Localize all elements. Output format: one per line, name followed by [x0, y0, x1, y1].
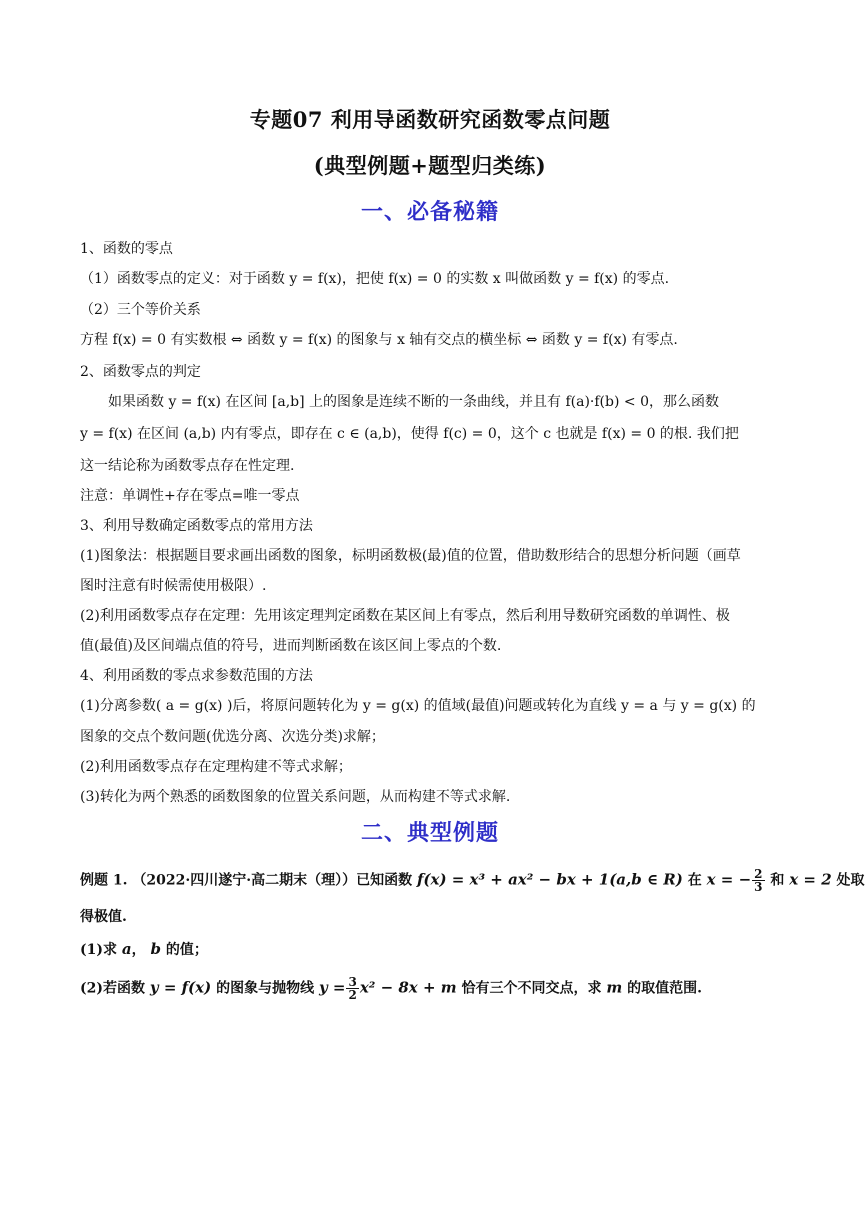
variable-m: m	[606, 978, 623, 997]
body-line: 4、利用函数的零点求参数范围的方法	[80, 668, 313, 684]
fraction-three-halves	[346, 976, 358, 1001]
example-intro: 例题 1. （2022·四川遂宁·高二期末（理））已知函数	[80, 872, 413, 889]
question-1-tail: 的值；	[165, 942, 208, 958]
fraction-numerator: 2	[754, 867, 763, 881]
fraction-numerator: 3	[348, 975, 357, 989]
fraction-two-thirds	[752, 868, 764, 893]
body-line: 图时注意有时候需使用极限）.	[80, 578, 267, 594]
parabola-rhs: x² − 8x + m	[359, 978, 457, 997]
body-line: 注意：单调性+存在零点=唯一零点	[80, 488, 300, 504]
fraction-denominator: 2	[348, 988, 357, 1002]
variable-a: a	[121, 940, 132, 958]
question-1	[80, 940, 208, 959]
body-line: 2、函数零点的判定	[80, 364, 201, 380]
example-line-2: 得极值.	[80, 909, 127, 925]
extreme-point-2: x = 2	[789, 870, 832, 889]
body-line: 3、利用导数确定函数零点的常用方法	[80, 518, 313, 534]
doc-title: 专题07 利用导函数研究函数零点问题	[249, 107, 611, 132]
function-y-fx: y = f(x)	[149, 978, 212, 997]
body-line: （2）三个等价关系	[80, 302, 201, 318]
comma: ，	[131, 942, 146, 958]
question-2-text: 恰有三个不同交点，求	[461, 980, 602, 997]
question-2-text: 的图象与抛物线	[216, 980, 315, 997]
body-line: (3)转化为两个熟悉的函数图象的位置关系问题，从而构建不等式求解.	[80, 789, 511, 805]
question-2-label: (2)若函数	[80, 980, 145, 997]
body-line: (1)分离参数( a = g(x) )后，将原问题转化为 y = g(x) 的值域(最值)问题或转化为直线 y = a 与 y = g(x) 的	[80, 698, 756, 714]
extreme-point-1: x = −	[706, 870, 752, 889]
example-text: 和	[770, 872, 785, 889]
body-line: 1、函数的零点	[80, 241, 173, 257]
body-line: (1)图象法：根据题目要求画出函数的图象，标明函数极(最)值的位置，借助数形结合的思想分析问题（画草	[80, 548, 741, 564]
question-1-label: (1)求	[80, 942, 117, 958]
parabola-lhs: y =	[318, 978, 346, 997]
example-text: 处取	[836, 872, 865, 889]
example-line-1	[80, 868, 865, 893]
body-line: 如果函数 y = f(x) 在区间 [a,b] 上的图象是连续不断的一条曲线，并且有 f(a)·f(b) < 0，那么函数	[108, 394, 719, 410]
question-2-tail: 的取值范围.	[627, 980, 702, 997]
body-line: (2)利用函数零点存在定理：先用该定理判定函数在某区间上有零点，然后利用导数研究函数的单调性、极	[80, 608, 730, 624]
body-line: y = f(x) 在区间 (a,b) 内有零点，即存在 c ∈ (a,b)，使得 f(c) = 0，这个 c 也就是 f(x) = 0 的根. 我们把	[80, 426, 739, 442]
section-heading-examples: 二、典型例题	[360, 820, 499, 846]
doc-subtitle: (典型例题+题型归类练)	[313, 153, 547, 178]
body-line: 这一结论称为函数零点存在性定理.	[80, 458, 295, 474]
body-line: 图象的交点个数问题(优选分离、次选分类)求解；	[80, 729, 385, 745]
body-line: 方程 f(x) = 0 有实数根 ⇔ 函数 y = f(x) 的图象与 x 轴有交点的横坐标 ⇔ 函数 y = f(x) 有零点.	[80, 332, 678, 348]
body-line: (2)利用函数零点存在定理构建不等式求解；	[80, 759, 352, 775]
example-text: 在	[687, 872, 702, 889]
body-line: 值(最值)及区间端点值的符号，进而判断函数在该区间上零点的个数.	[80, 638, 502, 654]
function-definition: f(x) = x³ + ax² − bx + 1(a,b ∈ R)	[416, 870, 683, 889]
body-line: （1）函数零点的定义：对于函数 y = f(x)，把使 f(x) = 0 的实数 x 叫做函数 y = f(x) 的零点.	[80, 271, 670, 287]
variable-b: b	[150, 940, 161, 958]
question-2	[80, 976, 702, 1001]
section-heading-essentials: 一、必备秘籍	[360, 199, 499, 225]
fraction-denominator: 3	[754, 880, 763, 894]
